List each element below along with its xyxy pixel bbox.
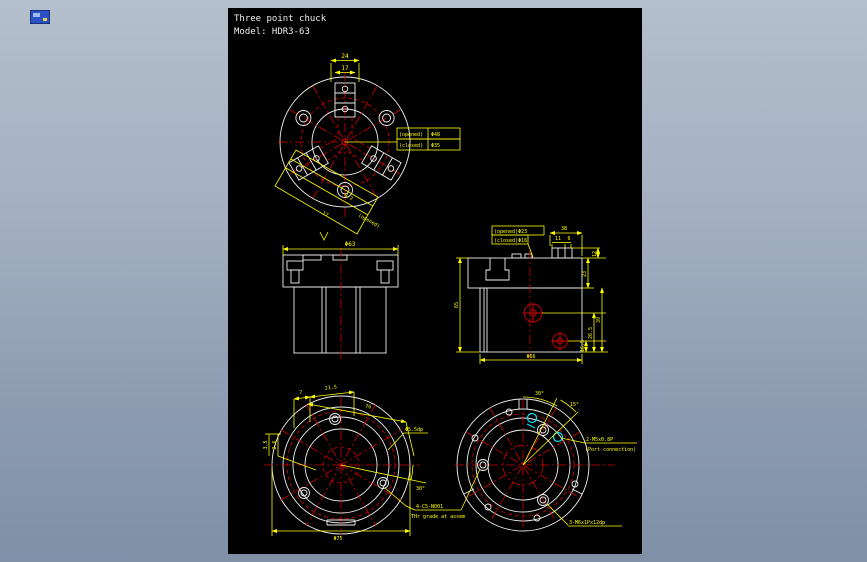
label-closed: (closed) [399, 143, 424, 149]
dim-23: 23 [582, 270, 588, 278]
port-note-line-2: (Port connection) [585, 447, 637, 453]
selected-mark[interactable] [527, 424, 535, 428]
dim-65: 65 [454, 301, 460, 309]
drawing-title: Three point chuck [234, 14, 327, 24]
dim-6: 6 [567, 236, 571, 242]
cad-canvas[interactable] [228, 8, 642, 554]
desktop-icon[interactable] [30, 10, 50, 24]
dim-12: 12 [592, 250, 598, 258]
port-hole [523, 303, 543, 323]
dim-16-5: 16.5 [580, 339, 586, 353]
dim-7: 7 [299, 389, 303, 397]
dim-3-5: 3.5 [263, 440, 269, 450]
dim-jaw-82: 8.2 [343, 192, 354, 203]
label-closed-16: (closed)Φ16 [494, 238, 528, 244]
dim-jaw-17: 17 [321, 210, 330, 219]
bottom-view-right [455, 391, 637, 531]
dim-38: 38 [560, 226, 568, 232]
drawing-model: Model: HDR3-63 [234, 27, 310, 37]
dim-30deg: 30° [535, 391, 545, 397]
note-jaw-opened: (opened) [357, 212, 381, 230]
port-note-line-1: 2-M5x0.8P [586, 437, 614, 443]
value-closed: Φ35 [431, 143, 441, 149]
dim-d63: Φ63 [344, 241, 356, 248]
dim-d66: Φ66 [526, 354, 536, 360]
note-line-2: THr grade at assem [411, 514, 466, 520]
label-opened-23: (opened)Φ23 [494, 229, 528, 235]
dim-30deg: 30° [416, 486, 426, 492]
drawing-sheet [228, 8, 642, 554]
port-hole [551, 332, 569, 350]
dim-17: 17 [341, 65, 349, 72]
front-view [283, 232, 398, 360]
note-line-1: 4-C5-N001 [416, 504, 444, 510]
dim-24: 24 [341, 53, 349, 60]
value-opened: Φ48 [431, 132, 441, 138]
tap-note: 3-M6x1Px12dp [569, 520, 606, 526]
dim-15deg: 15° [570, 402, 580, 408]
dim-11: 11 [554, 236, 562, 242]
dim-39: 39 [596, 316, 602, 324]
dim-d5-5: Φ5.5dp [405, 427, 424, 433]
dim-d75: Φ75 [333, 536, 343, 542]
dim-26-5: 26.5 [588, 326, 594, 340]
icon-pixel [43, 18, 47, 21]
label-opened: (opened) [399, 132, 424, 138]
icon-pixel [33, 13, 40, 17]
side-view [454, 226, 608, 364]
top-view [275, 53, 460, 234]
dim-2-6: 2.6 [272, 440, 278, 450]
dim-21-5: 21.5 [324, 384, 338, 392]
dim-76: 76 [364, 403, 372, 411]
bottom-view-left [263, 384, 465, 542]
